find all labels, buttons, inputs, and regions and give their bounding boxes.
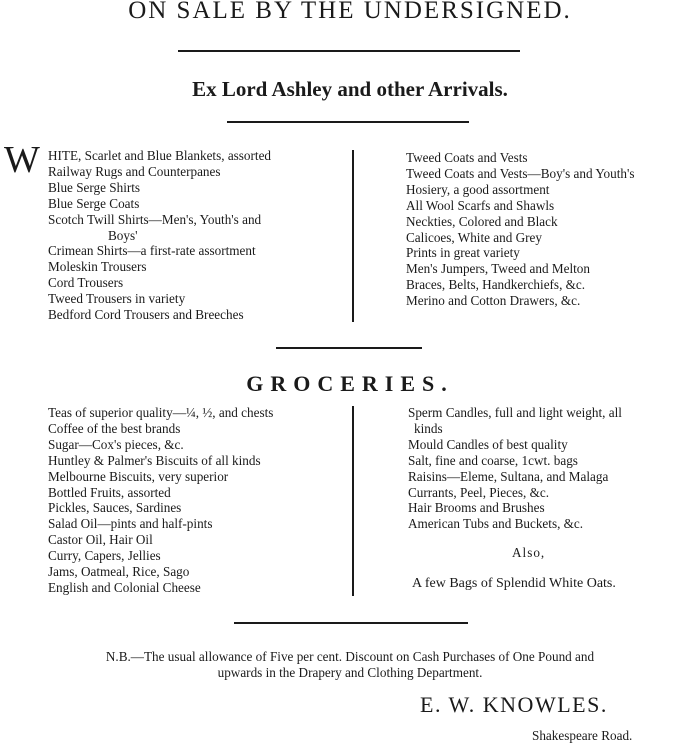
list-item: Neckties, Colored and Black	[406, 213, 558, 229]
drapery-column-divider	[352, 150, 354, 322]
list-item: HITE, Scarlet and Blue Blankets, assorted	[48, 148, 272, 163]
list-item: Merino and Cotton Drawers, &c.	[406, 293, 581, 309]
list-item: Tweed Coats and Vests—Boy's and Youth's	[406, 165, 635, 181]
list-item: Blue Serge Coats	[48, 195, 140, 211]
list-item: Tweed Coats and Vests	[406, 150, 528, 165]
subheading-rule	[227, 121, 469, 123]
discount-note-line-1: N.B.—The usual allowance of Five per cent. Discount on Cash Purchases of One Pound and	[105, 649, 595, 664]
list-item: Hosiery, a good assortment	[406, 181, 550, 197]
groceries-column-divider	[352, 406, 354, 596]
signer-name: E. W. KNOWLES.	[420, 692, 608, 717]
list-item: Teas of superior quality—¼, ½, and chests	[48, 405, 274, 420]
list-item: Castor Oil, Hair Oil	[48, 532, 153, 548]
list-item: All Wool Scarfs and Shawls	[406, 197, 555, 213]
list-item: Coffee of the best brands	[48, 420, 181, 436]
list-item: Moleskin Trousers	[48, 259, 147, 275]
list-item: Melbourne Biscuits, very superior	[48, 468, 229, 484]
list-item: Men's Jumpers, Tweed and Melton	[406, 261, 590, 277]
discount-note	[0, 649, 700, 681]
signer-address: Shakespeare Road.	[532, 728, 633, 743]
list-item: Huntley & Palmer's Biscuits of all kinds	[48, 452, 261, 468]
list-item: Salt, fine and coarse, 1cwt. bags	[408, 452, 578, 468]
list-item: Sugar—Cox's pieces, &c.	[48, 436, 184, 452]
list-item: Pickles, Sauces, Sardines	[48, 500, 182, 516]
list-item: Salad Oil—pints and half-pints	[48, 516, 213, 532]
drapery-right-list	[406, 150, 635, 309]
list-item: American Tubs and Buckets, &c.	[408, 516, 584, 532]
list-item: Sperm Candles, full and light weight, all	[408, 405, 622, 420]
list-item: Scotch Twill Shirts—Men's, Youth's and	[48, 211, 262, 227]
list-item: Prints in great variety	[406, 245, 520, 261]
list-item: Bedford Cord Trousers and Breeches	[48, 307, 244, 323]
list-item: Tweed Trousers in variety	[48, 291, 186, 307]
list-item: Currants, Peel, Pieces, &c.	[408, 484, 549, 500]
list-item: kinds	[414, 420, 443, 436]
section-rule	[276, 347, 422, 349]
also-heading: Also,	[512, 545, 546, 560]
list-item: Curry, Capers, Jellies	[48, 548, 161, 564]
top-rule	[178, 50, 520, 52]
discount-note-line-2: upwards in the Drapery and Clothing Department.	[217, 665, 483, 680]
list-item: Hair Brooms and Brushes	[408, 500, 545, 516]
drop-cap: W	[4, 139, 40, 181]
subheading: Ex Lord Ashley and other Arrivals.	[192, 77, 508, 101]
footer-rule	[234, 622, 468, 624]
list-item: Blue Serge Shirts	[48, 179, 141, 195]
list-item: Boys'	[108, 227, 138, 243]
list-item: Jams, Oatmeal, Rice, Sago	[48, 564, 190, 580]
list-item: Calicoes, White and Grey	[406, 229, 542, 245]
list-item: Cord Trousers	[48, 275, 124, 291]
list-item: English and Colonial Cheese	[48, 579, 201, 595]
list-item: Railway Rugs and Counterpanes	[48, 163, 221, 179]
groceries-title: GROCERIES.	[246, 371, 454, 396]
headline: ON SALE BY THE UNDERSIGNED.	[128, 0, 572, 24]
groceries-left-list	[48, 405, 273, 596]
oats-item: A few Bags of Splendid White Oats.	[412, 576, 616, 591]
drapery-left-list	[48, 148, 271, 323]
groceries-right-list	[408, 405, 622, 532]
list-item: Mould Candles of best quality	[408, 436, 568, 452]
list-item: Bottled Fruits, assorted	[48, 484, 171, 500]
list-item: Raisins—Eleme, Sultana, and Malaga	[408, 468, 609, 484]
list-item: Crimean Shirts—a first-rate assortment	[48, 243, 256, 259]
list-item: Braces, Belts, Handkerchiefs, &c.	[406, 277, 586, 293]
